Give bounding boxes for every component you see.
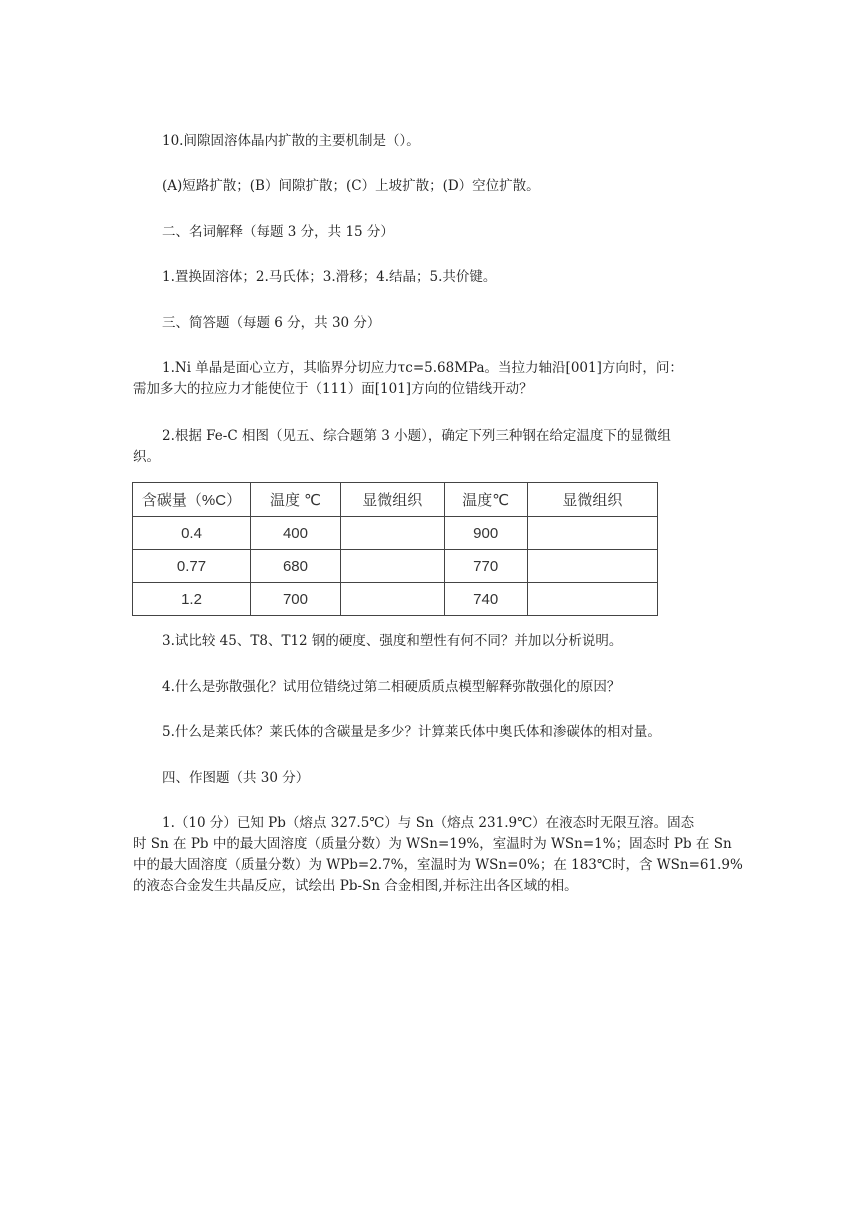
table-header-row bbox=[133, 483, 658, 517]
table-cell bbox=[527, 550, 657, 583]
question-text-line: 1.Ni 单晶是面心立方，其临界分切应力τc=5.68MPa。当拉力轴沿[001]方向时，问： bbox=[162, 360, 683, 376]
section-2-items: 1.置换固溶体；2.马氏体；3.滑移；4.结晶；5.共价键。 bbox=[162, 269, 497, 285]
section-4-title: 四、作图题（共 30 分） bbox=[162, 770, 310, 786]
table-row bbox=[133, 583, 658, 616]
question-text-line: 1.（10 分）已知 Pb（熔点 327.5℃）与 Sn（熔点 231.9℃）在液态时无限互溶。固态 bbox=[162, 815, 695, 831]
table-row bbox=[133, 550, 658, 583]
table-header: 温度 ℃ bbox=[251, 483, 341, 517]
table-cell: 740 bbox=[444, 583, 527, 616]
section-3-title: 三、简答题（每题 6 分，共 30 分） bbox=[162, 315, 381, 331]
section-3-question-3: 3.试比较 45、T8、T12 钢的硬度、强度和塑性有何不同？并加以分析说明。 bbox=[162, 633, 623, 649]
question-10-options: (A)短路扩散；(B）间隙扩散；(C）上坡扩散；(D）空位扩散。 bbox=[162, 178, 540, 194]
table-cell bbox=[340, 583, 444, 616]
table-cell: 0.77 bbox=[133, 550, 251, 583]
table-header: 显微组织 bbox=[527, 483, 657, 517]
section-3-question-2 bbox=[133, 426, 738, 468]
question-text-line: 时 Sn 在 Pb 中的最大固溶度（质量分数）为 WSn=19%，室温时为 WSn=1%；固态时 Pb 在 Sn bbox=[133, 836, 732, 852]
microstructure-table bbox=[132, 482, 658, 616]
table-cell: 1.2 bbox=[133, 583, 251, 616]
table-header: 含碳量（%C） bbox=[133, 483, 251, 517]
table-cell: 700 bbox=[251, 583, 341, 616]
section-4-question-1 bbox=[133, 813, 743, 897]
table-cell bbox=[340, 550, 444, 583]
table-cell bbox=[340, 517, 444, 550]
table-cell: 770 bbox=[444, 550, 527, 583]
section-3-question-1 bbox=[133, 358, 738, 400]
table-cell bbox=[527, 583, 657, 616]
table-header: 温度℃ bbox=[444, 483, 527, 517]
table-cell: 900 bbox=[444, 517, 527, 550]
section-3-question-4: 4.什么是弥散强化？试用位错绕过第二相硬质质点模型解释弥散强化的原因？ bbox=[162, 679, 621, 695]
question-text-line: 织。 bbox=[133, 449, 160, 465]
table-row bbox=[133, 517, 658, 550]
table-cell bbox=[527, 517, 657, 550]
question-text-line: 的液态合金发生共晶反应，试绘出 Pb-Sn 合金相图,并标注出各区域的相。 bbox=[133, 878, 578, 894]
table-header: 显微组织 bbox=[340, 483, 444, 517]
section-2-title: 二、名词解释（每题 3 分，共 15 分） bbox=[162, 224, 394, 240]
question-10: 10.间隙固溶体晶内扩散的主要机制是（）。 bbox=[162, 133, 420, 149]
question-text-line: 中的最大固溶度（质量分数）为 WPb=2.7%，室温时为 WSn=0%；在 183℃时，含 WSn=61.9% bbox=[133, 857, 743, 873]
question-text-line: 2.根据 Fe-C 相图（见五、综合题第 3 小题），确定下列三种钢在给定温度下的显微组 bbox=[162, 428, 671, 444]
table-cell: 0.4 bbox=[133, 517, 251, 550]
section-3-question-5: 5.什么是莱氏体？莱氏体的含碳量是多少？计算莱氏体中奥氏体和渗碳体的相对量。 bbox=[162, 724, 661, 740]
table-cell: 680 bbox=[251, 550, 341, 583]
question-text-line: 需加多大的拉应力才能使位于（111）面[101]方向的位错线开动？ bbox=[133, 381, 533, 397]
table-cell: 400 bbox=[251, 517, 341, 550]
